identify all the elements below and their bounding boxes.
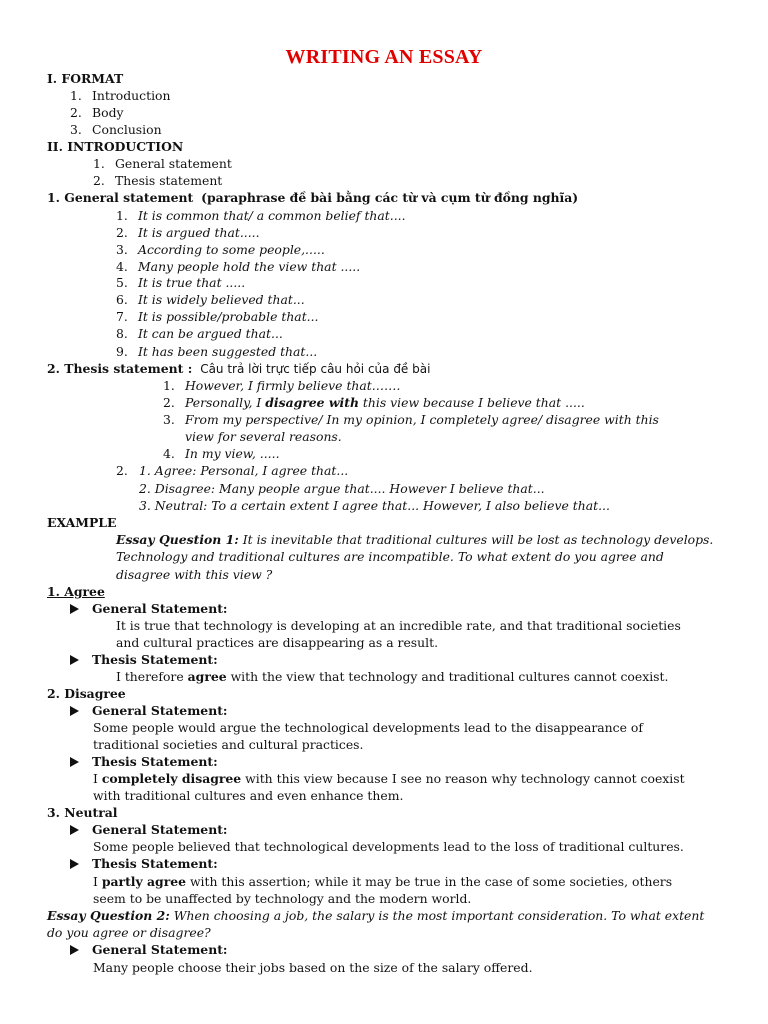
neutral-general-label: General Statement: — [70, 821, 228, 838]
neutral-thesis-label: Thesis Statement: — [70, 855, 218, 872]
list-item: 3. Conclusion — [70, 122, 162, 137]
list-item-continuation: view for several reasons. — [185, 429, 342, 444]
disagree-heading: 2. Disagree — [47, 686, 126, 701]
neutral-thesis-text: I partly agree with this assertion; while it may be true in the case of some societies, others — [93, 874, 673, 889]
essay-question-1-line: Technology and traditional cultures are incompatible. To what extent do you agree and — [116, 549, 664, 564]
list-item: 1. It is common that/ a common belief that.... — [116, 208, 406, 223]
list-item: 5. It is true that ..... — [116, 275, 246, 290]
essay-question-2-line: do you agree or disagree? — [47, 925, 211, 940]
disagree-thesis-label: Thesis Statement: — [70, 753, 218, 770]
list-item: 2. Disagree: Many people argue that.... However I believe that... — [139, 481, 545, 496]
list-item: 8. It can be argued that... — [116, 326, 283, 341]
example-heading: EXAMPLE — [47, 515, 117, 530]
q2-general-text: Many people choose their jobs based on the size of the salary offered. — [93, 960, 533, 975]
list-item: 1. Introduction — [70, 88, 171, 103]
list-item: 4. Many people hold the view that ..... — [116, 259, 361, 274]
page-title: WRITING AN ESSAY — [285, 46, 483, 68]
triangle-bullet-icon — [70, 706, 79, 716]
disagree-general-label: General Statement: — [70, 702, 228, 719]
list-item: 1. However, I firmly believe that.…… — [163, 378, 401, 393]
triangle-bullet-icon — [70, 655, 79, 665]
list-item-number: 2. — [116, 463, 128, 478]
list-item: 6. It is widely believed that... — [116, 292, 305, 307]
disagree-general-text: Some people would argue the technological developments lead to the disappearance of — [93, 720, 643, 735]
list-item: 2. Personally, I disagree with this view because I believe that ..... — [163, 395, 585, 410]
introduction-heading: II. INTRODUCTION — [47, 139, 184, 154]
list-item: 1. Agree: Personal, I agree that... — [139, 463, 349, 478]
neutral-general-text: Some people believed that technological developments lead to the loss of traditional cultures. — [93, 839, 684, 854]
q2-general-label: General Statement: — [70, 941, 228, 958]
essay-question-1: Essay Question 1: It is inevitable that traditional cultures will be lost as technology develops. — [116, 532, 714, 547]
triangle-bullet-icon — [70, 757, 79, 767]
essay-question-2: Essay Question 2: When choosing a job, the salary is the most important consideration. To what extent — [47, 908, 705, 923]
list-item: 3. According to some people,..... — [116, 242, 325, 257]
list-item: 4. In my view, ..... — [163, 446, 280, 461]
agree-thesis-label: Thesis Statement: — [70, 651, 218, 668]
essay-question-1-line: disagree with this view ? — [116, 567, 273, 582]
neutral-thesis-text: seem to be unaffected by technology and the modern world. — [93, 891, 472, 906]
disagree-general-text: traditional societies and cultural practices. — [93, 737, 364, 752]
general-statement-heading: 1. General statement (paraphrase đề bài bằng các từ và cụm từ đồng nghĩa) — [47, 190, 579, 205]
disagree-thesis-text: I completely disagree with this view because I see no reason why technology cannot coexist — [93, 771, 685, 786]
agree-general-label: General Statement: — [70, 600, 228, 617]
list-item: 2. Thesis statement — [93, 173, 223, 188]
thesis-statement-heading: 2. Thesis statement : Câu trả lời trực tiếp câu hỏi của đề bài — [47, 361, 431, 376]
triangle-bullet-icon — [70, 825, 79, 835]
agree-thesis-text: I therefore agree with the view that technology and traditional cultures cannot coexist. — [116, 669, 669, 684]
list-item: 1. General statement — [93, 156, 232, 171]
format-heading: I. FORMAT — [47, 71, 124, 86]
list-item: 9. It has been suggested that... — [116, 344, 318, 359]
list-item: 2. It is argued that..... — [116, 225, 260, 240]
agree-general-text: and cultural practices are disappearing as a result. — [116, 635, 439, 650]
neutral-heading: 3. Neutral — [47, 805, 118, 820]
list-item: 7. It is possible/probable that... — [116, 309, 319, 324]
list-item: 3. From my perspective/ In my opinion, I completely agree/ disagree with this — [163, 412, 659, 427]
list-item: 3. Neutral: To a certain extent I agree that... However, I also believe that... — [139, 498, 610, 513]
triangle-bullet-icon — [70, 604, 79, 614]
agree-general-text: It is true that technology is developing at an incredible rate, and that traditional societies — [116, 618, 681, 633]
triangle-bullet-icon — [70, 945, 79, 955]
disagree-thesis-text: with traditional cultures and even enhance them. — [93, 788, 404, 803]
triangle-bullet-icon — [70, 859, 79, 869]
agree-heading: 1. Agree — [47, 584, 105, 599]
list-item: 2. Body — [70, 105, 124, 120]
